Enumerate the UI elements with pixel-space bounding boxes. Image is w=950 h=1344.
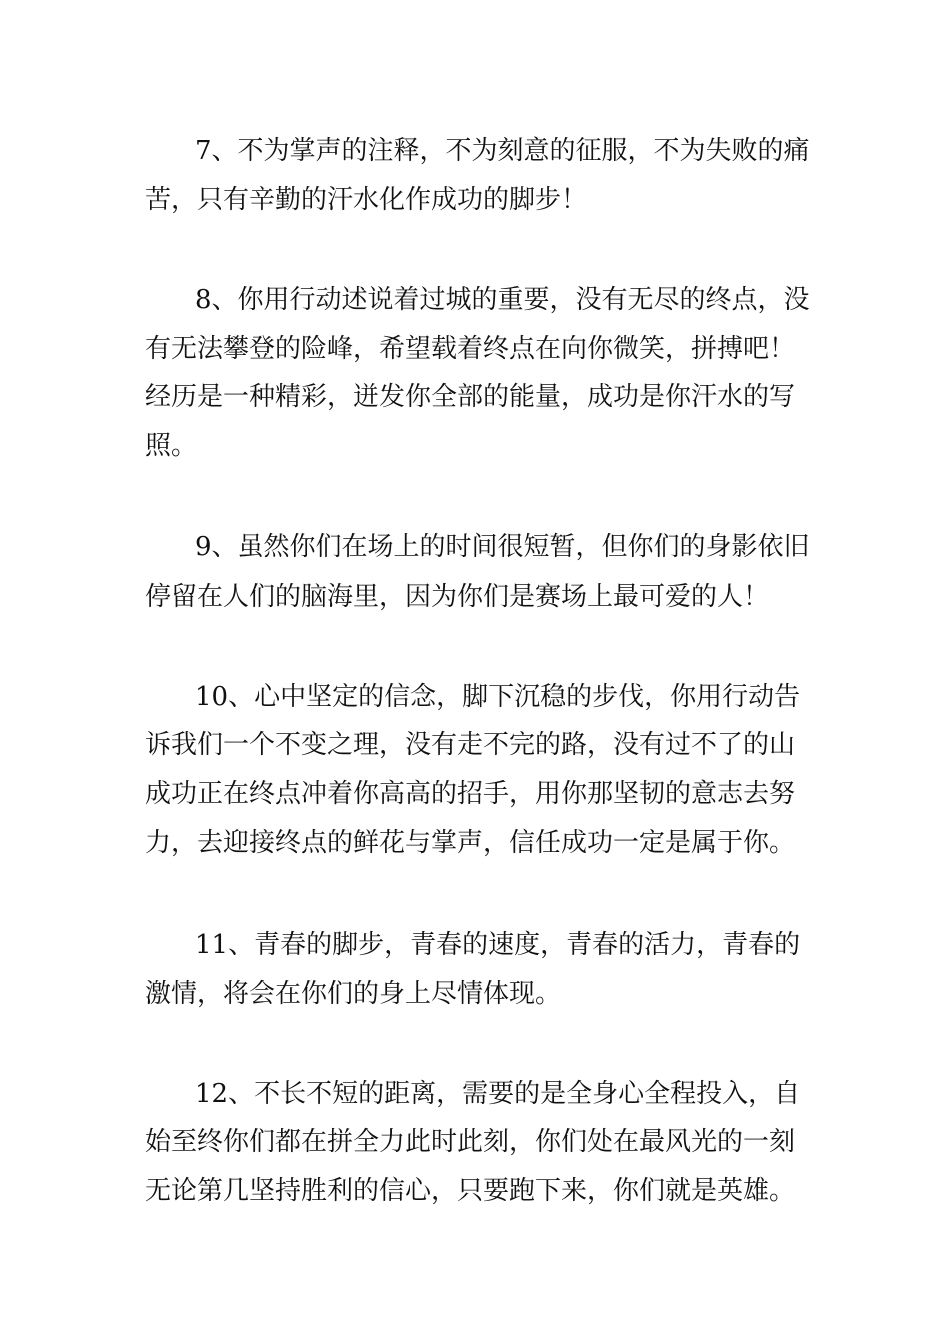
paragraph-line: 有无法攀登的险峰，希望载着终点在向你微笑，拼搏吧！ [145,334,796,364]
paragraph-line: 9、虽然你们在场上的时间很短暂，但你们的身影依旧 [195,532,810,562]
paragraph-line: 力，去迎接终点的鲜花与掌声，信任成功一定是属于你。 [145,828,796,858]
paragraph-line: 苦，只有辛勤的汗水化作成功的脚步！ [145,185,588,215]
paragraph-line: 经历是一种精彩，迸发你全部的能量，成功是你汗水的写 [145,382,796,412]
paragraph-line: 诉我们一个不变之理，没有走不完的路，没有过不了的山 [145,730,796,760]
paragraph-line: 11、青春的脚步，青春的速度，青春的活力，青春的 [195,930,801,960]
paragraph-line: 成功正在终点冲着你高高的招手，用你那坚韧的意志去努 [145,779,796,809]
paragraph-line: 激情，将会在你们的身上尽情体现。 [145,979,562,1009]
paragraph-line: 无论第几坚持胜利的信心，只要跑下来，你们就是英雄。 [145,1176,796,1206]
paragraph-line: 始至终你们都在拼全力此时此刻，你们处在最风光的一刻 [145,1127,796,1157]
paragraph-line: 7、不为掌声的注释，不为刻意的征服，不为失败的痛 [195,136,810,166]
paragraph-line: 12、不长不短的距离，需要的是全身心全程投入，自 [195,1079,801,1109]
paragraph-line: 照。 [145,431,198,461]
paragraph-line: 停留在人们的脑海里，因为你们是赛场上最可爱的人！ [145,582,770,612]
paragraph-line: 10、心中坚定的信念，脚下沉稳的步伐，你用行动告 [195,682,801,712]
paragraph-line: 8、你用行动述说着过城的重要，没有无尽的终点，没 [195,285,810,315]
